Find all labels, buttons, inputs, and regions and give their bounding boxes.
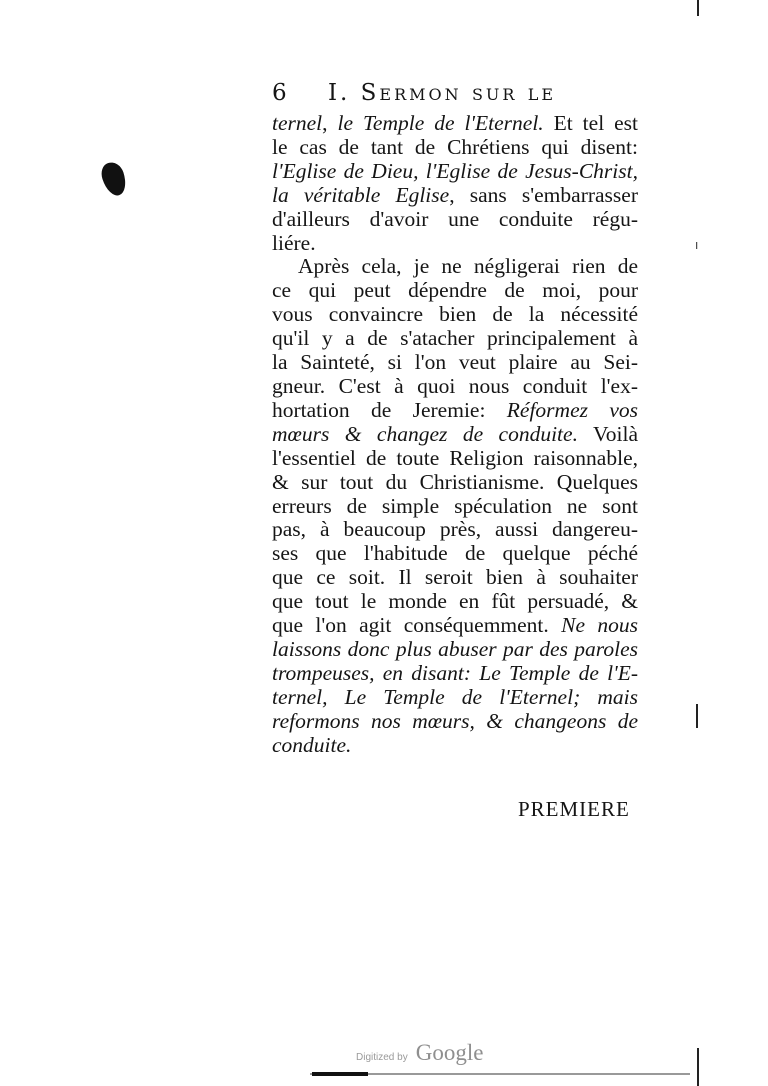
roman-text: Voilà: [577, 421, 638, 446]
text-line: [272, 136, 638, 160]
margin-speck: ı: [695, 238, 699, 252]
italic-text: ternel: [272, 111, 323, 135]
text-line: [272, 160, 638, 184]
text-line: [272, 542, 638, 566]
text-line: [272, 471, 638, 495]
text-line: [272, 399, 638, 423]
running-header: [272, 80, 556, 106]
italic-text: reformons nos mœurs, & changeons de: [272, 708, 638, 733]
text-line: [272, 327, 638, 351]
catchword: PREMIERE: [518, 797, 630, 821]
text-line: [272, 279, 638, 303]
roman-text: vous convaincre bien de la nécessité: [272, 302, 638, 327]
google-logo: Google: [415, 1040, 484, 1065]
text-line: [272, 447, 638, 471]
text-line: [272, 734, 638, 758]
roman-text: qu'il y a de s'atacher principalement à: [272, 326, 638, 351]
text-line: [272, 638, 638, 662]
ink-blot: [98, 159, 129, 198]
italic-text: trompeuses, en disant: Le Temple de l'E-: [272, 660, 638, 685]
text-line: [272, 518, 638, 542]
text-line: [272, 112, 638, 136]
roman-text: ses que l'habitude de quelque péché: [272, 541, 638, 566]
text-line: [272, 662, 638, 686]
roman-text: que tout le monde en fût persuadé, &: [272, 589, 638, 614]
text-line: [272, 375, 638, 399]
text-line: [272, 423, 638, 447]
roman-text: pas, à beaucoup près, aussi dangereu-: [272, 517, 638, 542]
italic-text: conduite.: [272, 732, 352, 757]
text-line: [272, 710, 638, 734]
margin-tick: [697, 0, 699, 16]
roman-text: liére.: [272, 230, 316, 255]
italic-text: laissons donc plus abuser par des paroles: [272, 636, 638, 661]
text-line: [272, 686, 638, 710]
text-line: [272, 303, 638, 327]
roman-text: le cas de tant de Chrétiens qui disent:: [272, 134, 638, 159]
margin-tick: [697, 1048, 699, 1086]
text-line: [272, 255, 638, 279]
roman-text: d'ailleurs d'avoir une conduite régu-: [272, 206, 638, 231]
roman-text: , sans s'embarrasser: [449, 182, 638, 207]
page-edge-blot: [312, 1072, 368, 1076]
margin-tick: [696, 704, 698, 728]
roman-text: Et tel est: [543, 111, 639, 135]
roman-text: hortation de Jeremie:: [272, 397, 507, 422]
roman-text: gneur. C'est à quoi nous conduit l'ex-: [272, 373, 638, 398]
text-line: [272, 590, 638, 614]
roman-text: que l'on agit conséquemment.: [272, 613, 562, 638]
roman-text: & sur tout du Christianisme. Quelques: [272, 469, 638, 494]
roman-text: ,: [322, 111, 338, 135]
text-line: [272, 208, 638, 232]
text-line: [272, 614, 638, 638]
sermon-text: [272, 112, 638, 757]
roman-text: Après cela, je ne négligerai rien de: [298, 254, 638, 279]
italic-text: ternel, Le Temple de l'Eternel; mais: [272, 684, 638, 709]
watermark-prefix: Digitized by: [356, 1052, 408, 1063]
text-line: [272, 566, 638, 590]
roman-text: la Sainteté, si l'on veut plaire au Sei-: [272, 350, 638, 375]
running-title: I. Sermon sur le: [327, 80, 557, 106]
text-line: [272, 495, 638, 519]
italic-text: mœurs & changez de conduite.: [272, 421, 578, 446]
digitized-watermark: [356, 1040, 484, 1066]
text-line: [272, 232, 638, 256]
italic-text: la véritable Eglise: [272, 182, 450, 207]
roman-text: ce qui peut dépendre de moi, pour: [272, 278, 638, 303]
page-number: 6: [272, 80, 289, 106]
text-line: [272, 351, 638, 375]
roman-text: erreurs de simple spéculation ne sont: [272, 493, 638, 518]
roman-text: l'essentiel de toute Religion raisonnable,: [272, 445, 638, 470]
italic-text: Ne nous: [561, 613, 638, 638]
text-line: [272, 184, 638, 208]
italic-text: le Temple de l'Eternel.: [337, 111, 544, 135]
italic-text: l'Eglise de Dieu, l'Eglise de Jesus-Christ,: [272, 158, 638, 183]
roman-text: que ce soit. Il seroit bien à souhaiter: [272, 565, 638, 590]
italic-text: Réformez vos: [506, 397, 638, 422]
